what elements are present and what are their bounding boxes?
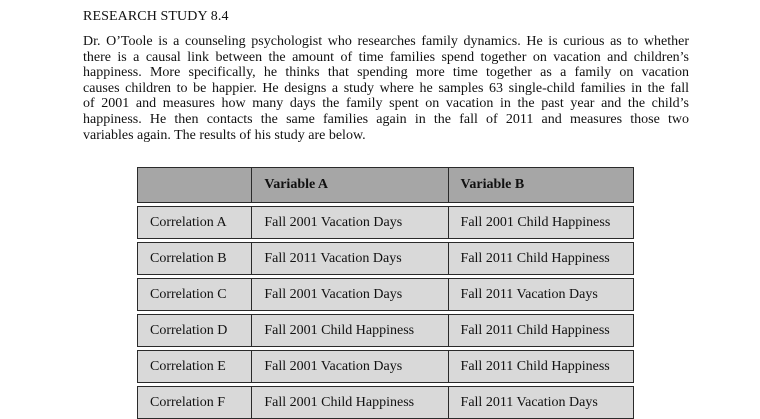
header-cell-variable-a: Variable A [252,168,448,203]
variable-a-cell: Fall 2001 Vacation Days [252,279,448,311]
row-label: Correlation F [138,387,252,419]
variable-a-cell: Fall 2001 Child Happiness [252,387,448,419]
row-label: Correlation B [138,243,252,275]
description-line: of 2001 and measures how many days the family spent on vacation in the past year and the child’s [83,96,689,112]
description-line: Dr. O’Toole is a counseling psychologist who researches family dynamics. He is curious as to whether [83,34,689,49]
description-line: causes children to be happier. He designs a study where he samples 63 single-child families in the fall [83,80,689,96]
row-label: Correlation D [138,315,252,347]
variable-a-cell: Fall 2001 Vacation Days [252,207,448,239]
study-description [83,34,689,143]
variable-a-cell: Fall 2001 Vacation Days [252,351,448,383]
variable-b-cell: Fall 2011 Child Happiness [448,243,633,275]
variable-b-cell: Fall 2011 Child Happiness [448,315,633,347]
study-heading: RESEARCH STUDY 8.4 [83,9,229,24]
table-row [138,387,634,419]
row-label: Correlation A [138,207,252,239]
variable-b-cell: Fall 2001 Child Happiness [448,207,633,239]
description-line: variables again. The results of his study are below. [83,127,366,143]
description-line: happiness. More specifically, he thinks that spending more time together as a family on vacation [83,65,689,81]
table-row [138,315,634,347]
row-label: Correlation C [138,279,252,311]
table-header-row [138,168,634,203]
description-line: there is a causal link between the amount of time families spend together on vacation and children’s [83,49,689,65]
table-row [138,351,634,383]
row-label: Correlation E [138,351,252,383]
variable-b-cell: Fall 2011 Child Happiness [448,351,633,383]
variable-a-cell: Fall 2001 Child Happiness [252,315,448,347]
description-line: happiness. He then contacts the same families again in the fall of 2011 and measures those two [83,111,689,127]
table-row [138,243,634,275]
table-row [138,207,634,239]
table-row [138,279,634,311]
variable-b-cell: Fall 2011 Vacation Days [448,387,633,419]
header-cell-variable-b: Variable B [448,168,633,203]
variable-a-cell: Fall 2011 Vacation Days [252,243,448,275]
correlation-table [137,167,634,419]
variable-b-cell: Fall 2011 Vacation Days [448,279,633,311]
header-cell-empty [138,168,252,203]
